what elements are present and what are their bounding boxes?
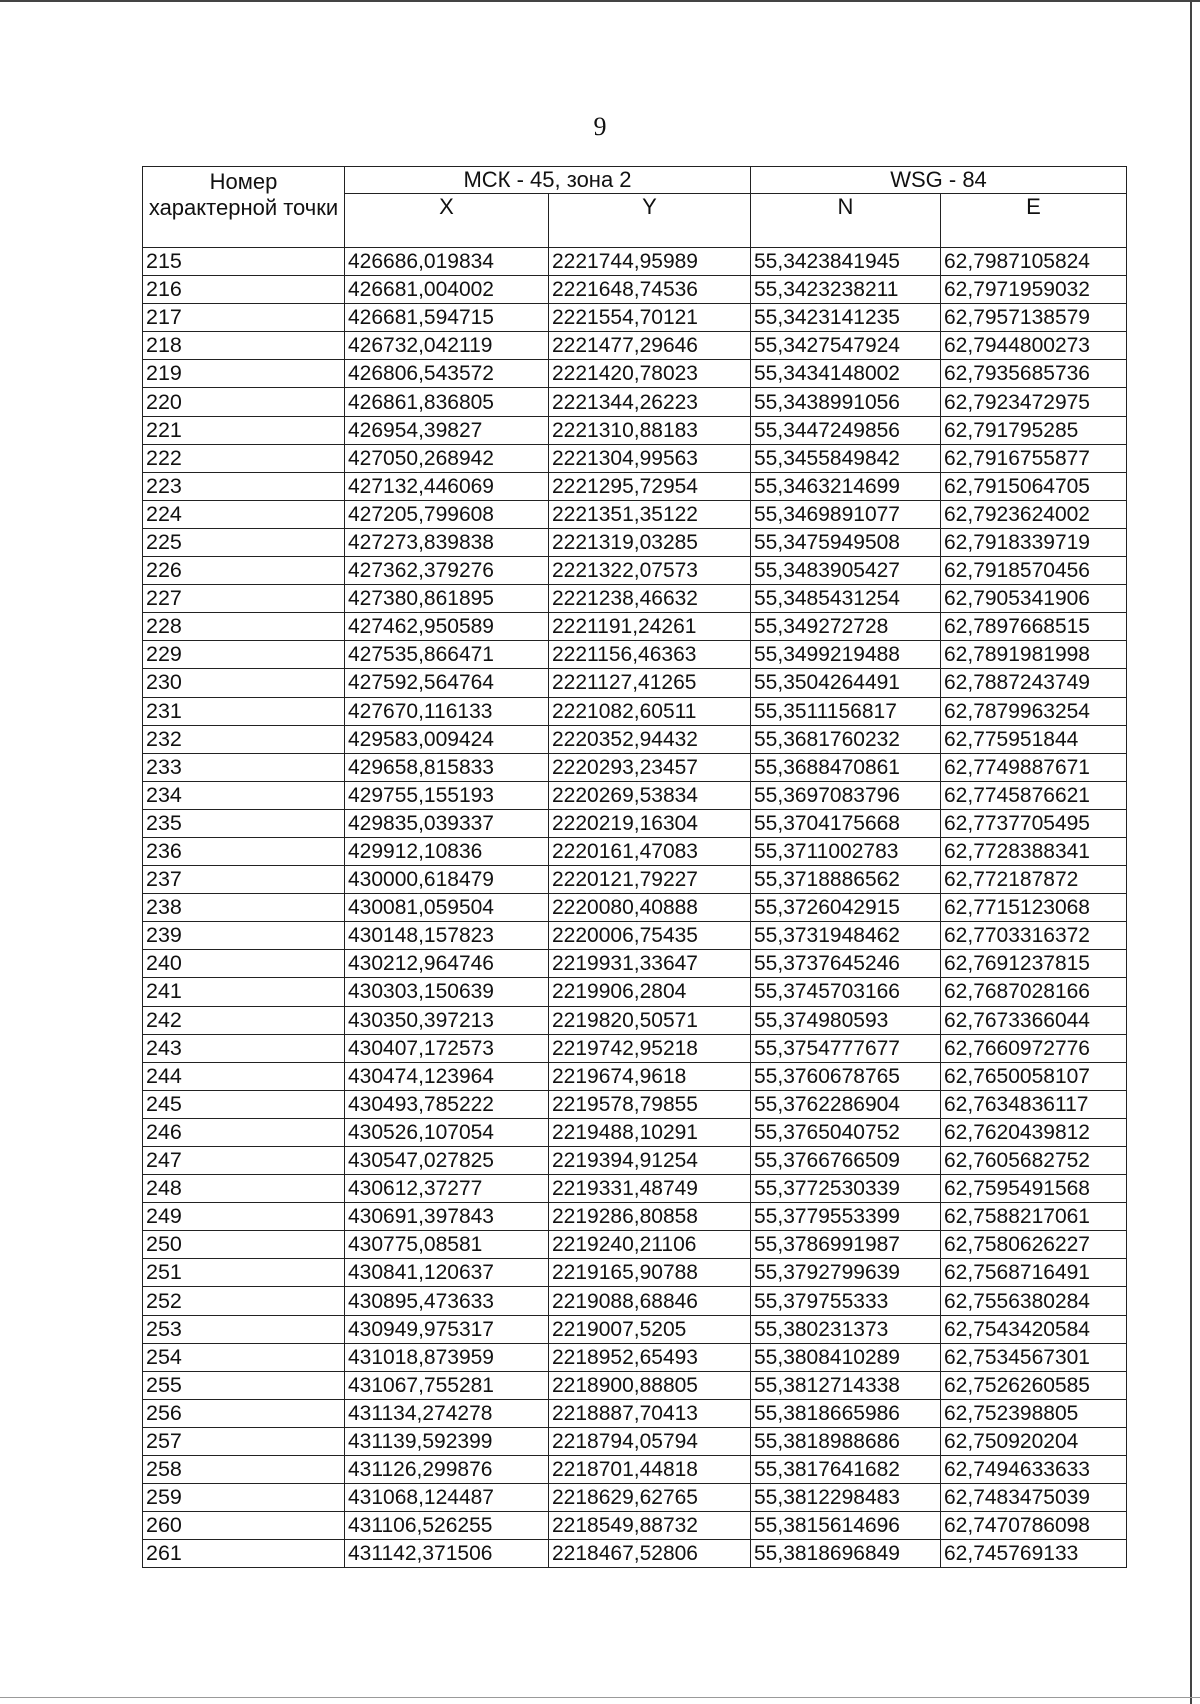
cell-y: 2219007,5205 [549,1315,751,1343]
cell-n: 55,3697083796 [751,781,941,809]
cell-y: 2221648,74536 [549,276,751,304]
cell-e: 62,7556380284 [941,1287,1127,1315]
table-row [143,613,1127,641]
table-row [143,641,1127,669]
cell-point-number: 249 [143,1203,345,1231]
cell-point-number: 232 [143,725,345,753]
cell-point-number: 215 [143,248,345,276]
cell-n: 55,3469891077 [751,500,941,528]
cell-e: 62,7634836117 [941,1090,1127,1118]
table-row [143,332,1127,360]
cell-point-number: 230 [143,669,345,697]
cell-point-number: 218 [143,332,345,360]
cell-e: 62,7891981998 [941,641,1127,669]
cell-n: 55,3817641682 [751,1456,941,1484]
cell-n: 55,3711002783 [751,837,941,865]
cell-e: 62,7897668515 [941,613,1127,641]
cell-e: 62,7673366044 [941,1006,1127,1034]
cell-e: 62,7923472975 [941,388,1127,416]
cell-n: 55,3808410289 [751,1343,941,1371]
table-row [143,837,1127,865]
cell-n: 55,3447249856 [751,416,941,444]
cell-n: 55,3731948462 [751,922,941,950]
cell-y: 2220219,16304 [549,809,751,837]
cell-n: 55,3818696849 [751,1540,941,1568]
cell-x: 431142,371506 [345,1540,549,1568]
cell-point-number: 226 [143,557,345,585]
table-row [143,1315,1127,1343]
cell-n: 55,3812298483 [751,1484,941,1512]
table-row [143,1118,1127,1146]
scan-bottom-edge [0,1697,1200,1698]
cell-point-number: 221 [143,416,345,444]
table-row [143,725,1127,753]
table-row [143,894,1127,922]
header-y: Y [549,194,751,248]
cell-x: 427050,268942 [345,444,549,472]
cell-y: 2219674,9618 [549,1062,751,1090]
cell-x: 430350,397213 [345,1006,549,1034]
cell-x: 430148,157823 [345,922,549,950]
cell-n: 55,3779553399 [751,1203,941,1231]
cell-e: 62,7745876621 [941,781,1127,809]
cell-point-number: 258 [143,1456,345,1484]
cell-e: 62,7971959032 [941,276,1127,304]
cell-point-number: 217 [143,304,345,332]
cell-y: 2219240,21106 [549,1231,751,1259]
cell-x: 430212,964746 [345,950,549,978]
cell-y: 2218887,70413 [549,1399,751,1427]
cell-x: 430547,027825 [345,1147,549,1175]
cell-e: 62,791795285 [941,416,1127,444]
cell-y: 2220080,40888 [549,894,751,922]
table-row [143,950,1127,978]
cell-y: 2219286,80858 [549,1203,751,1231]
cell-y: 2218549,88732 [549,1512,751,1540]
cell-point-number: 238 [143,894,345,922]
table-row [143,809,1127,837]
cell-e: 62,7534567301 [941,1343,1127,1371]
scan-right-edge [1190,0,1192,1704]
header-row-1 [143,167,1127,194]
cell-e: 62,7494633633 [941,1456,1127,1484]
cell-x: 429835,039337 [345,809,549,837]
cell-y: 2220269,53834 [549,781,751,809]
cell-e: 62,7944800273 [941,332,1127,360]
table-row [143,1259,1127,1287]
cell-point-number: 239 [143,922,345,950]
table-row [143,866,1127,894]
cell-point-number: 240 [143,950,345,978]
table-row [143,1343,1127,1371]
cell-x: 427205,799608 [345,500,549,528]
cell-e: 62,7691237815 [941,950,1127,978]
cell-n: 55,3762286904 [751,1090,941,1118]
cell-y: 2219331,48749 [549,1175,751,1203]
cell-x: 426806,543572 [345,360,549,388]
cell-x: 429583,009424 [345,725,549,753]
cell-point-number: 243 [143,1034,345,1062]
header-wsg: WSG - 84 [751,167,1127,194]
cell-x: 431126,299876 [345,1456,549,1484]
table-row [143,388,1127,416]
cell-point-number: 234 [143,781,345,809]
cell-y: 2221082,60511 [549,697,751,725]
cell-e: 62,750920204 [941,1427,1127,1455]
cell-x: 431106,526255 [345,1512,549,1540]
table-row [143,444,1127,472]
cell-e: 62,7543420584 [941,1315,1127,1343]
cell-n: 55,349272728 [751,613,941,641]
cell-x: 426681,004002 [345,276,549,304]
cell-y: 2221238,46632 [549,585,751,613]
cell-n: 55,3772530339 [751,1175,941,1203]
cell-y: 2218900,88805 [549,1371,751,1399]
table-row [143,585,1127,613]
cell-y: 2219088,68846 [549,1287,751,1315]
cell-point-number: 231 [143,697,345,725]
cell-y: 2221744,95989 [549,248,751,276]
cell-n: 55,3792799639 [751,1259,941,1287]
table-row [143,1006,1127,1034]
cell-point-number: 227 [143,585,345,613]
cell-point-number: 247 [143,1147,345,1175]
table-row [143,304,1127,332]
cell-point-number: 260 [143,1512,345,1540]
table-row [143,1484,1127,1512]
cell-n: 55,3511156817 [751,697,941,725]
cell-y: 2219931,33647 [549,950,751,978]
cell-n: 55,3745703166 [751,978,941,1006]
cell-point-number: 241 [143,978,345,1006]
cell-point-number: 255 [143,1371,345,1399]
cell-n: 55,3438991056 [751,388,941,416]
cell-e: 62,775951844 [941,725,1127,753]
cell-point-number: 236 [143,837,345,865]
table-row [143,500,1127,528]
cell-n: 55,3754777677 [751,1034,941,1062]
cell-e: 62,7923624002 [941,500,1127,528]
cell-e: 62,7918570456 [941,557,1127,585]
cell-e: 62,7916755877 [941,444,1127,472]
cell-point-number: 256 [143,1399,345,1427]
cell-n: 55,380231373 [751,1315,941,1343]
table-row [143,1034,1127,1062]
cell-y: 2219906,2804 [549,978,751,1006]
cell-point-number: 224 [143,500,345,528]
cell-y: 2220352,94432 [549,725,751,753]
cell-point-number: 225 [143,528,345,556]
cell-y: 2219165,90788 [549,1259,751,1287]
cell-x: 430895,473633 [345,1287,549,1315]
cell-y: 2218701,44818 [549,1456,751,1484]
header-n: N [751,194,941,248]
coordinates-table [142,166,1127,1568]
cell-e: 62,7728388341 [941,837,1127,865]
cell-y: 2220161,47083 [549,837,751,865]
cell-x: 427462,950589 [345,613,549,641]
header-point-number [143,167,345,248]
cell-e: 62,772187872 [941,866,1127,894]
cell-n: 55,3818665986 [751,1399,941,1427]
cell-point-number: 257 [143,1427,345,1455]
cell-e: 62,7605682752 [941,1147,1127,1175]
cell-y: 2220121,79227 [549,866,751,894]
cell-e: 62,745769133 [941,1540,1127,1568]
cell-n: 55,374980593 [751,1006,941,1034]
cell-x: 431134,274278 [345,1399,549,1427]
cell-n: 55,3737645246 [751,950,941,978]
cell-x: 430691,397843 [345,1203,549,1231]
cell-n: 55,3504264491 [751,669,941,697]
table-row [143,416,1127,444]
cell-x: 426732,042119 [345,332,549,360]
cell-y: 2220293,23457 [549,753,751,781]
cell-point-number: 235 [143,809,345,837]
table-row [143,248,1127,276]
cell-x: 430000,618479 [345,866,549,894]
cell-y: 2218629,62765 [549,1484,751,1512]
cell-point-number: 216 [143,276,345,304]
header-point-number-label: Номер характерной точки [148,169,339,220]
cell-x: 427670,116133 [345,697,549,725]
cell-n: 55,3726042915 [751,894,941,922]
cell-n: 55,3766766509 [751,1147,941,1175]
table-row [143,360,1127,388]
cell-y: 2221156,46363 [549,641,751,669]
cell-point-number: 220 [143,388,345,416]
cell-y: 2221351,35122 [549,500,751,528]
cell-point-number: 253 [143,1315,345,1343]
table-row [143,1090,1127,1118]
cell-n: 55,3423841945 [751,248,941,276]
table-row [143,1231,1127,1259]
table-row [143,1427,1127,1455]
cell-y: 2218467,52806 [549,1540,751,1568]
cell-point-number: 245 [143,1090,345,1118]
cell-point-number: 223 [143,472,345,500]
cell-x: 430474,123964 [345,1062,549,1090]
cell-n: 55,3499219488 [751,641,941,669]
cell-y: 2221554,70121 [549,304,751,332]
table-row [143,1512,1127,1540]
cell-y: 2221322,07573 [549,557,751,585]
table-row [143,557,1127,585]
cell-e: 62,7595491568 [941,1175,1127,1203]
cell-x: 430081,059504 [345,894,549,922]
table-row [143,1203,1127,1231]
cell-x: 427535,866471 [345,641,549,669]
table-row [143,1540,1127,1568]
cell-n: 55,3463214699 [751,472,941,500]
cell-e: 62,7620439812 [941,1118,1127,1146]
cell-e: 62,7580626227 [941,1231,1127,1259]
cell-x: 430841,120637 [345,1259,549,1287]
cell-x: 429658,815833 [345,753,549,781]
cell-y: 2221319,03285 [549,528,751,556]
page-number: 9 [593,112,607,141]
cell-e: 62,7483475039 [941,1484,1127,1512]
cell-n: 55,3812714338 [751,1371,941,1399]
cell-point-number: 219 [143,360,345,388]
cell-x: 430407,172573 [345,1034,549,1062]
cell-n: 55,3423238211 [751,276,941,304]
table-row [143,1399,1127,1427]
cell-n: 55,3815614696 [751,1512,941,1540]
cell-x: 431067,755281 [345,1371,549,1399]
table-row [143,1371,1127,1399]
cell-y: 2221477,29646 [549,332,751,360]
cell-e: 62,7687028166 [941,978,1127,1006]
cell-e: 62,7660972776 [941,1034,1127,1062]
table-row [143,978,1127,1006]
cell-n: 55,3765040752 [751,1118,941,1146]
table-row [143,922,1127,950]
cell-point-number: 254 [143,1343,345,1371]
table-row [143,472,1127,500]
cell-n: 55,3704175668 [751,809,941,837]
cell-e: 62,7887243749 [941,669,1127,697]
cell-n: 55,3475949508 [751,528,941,556]
table-row [143,697,1127,725]
cell-y: 2219578,79855 [549,1090,751,1118]
cell-e: 62,7987105824 [941,248,1127,276]
cell-point-number: 250 [143,1231,345,1259]
cell-n: 55,3760678765 [751,1062,941,1090]
cell-y: 2221420,78023 [549,360,751,388]
cell-x: 427592,564764 [345,669,549,697]
cell-point-number: 244 [143,1062,345,1090]
cell-e: 62,7526260585 [941,1371,1127,1399]
cell-point-number: 248 [143,1175,345,1203]
cell-n: 55,3818988686 [751,1427,941,1455]
table-row [143,753,1127,781]
cell-n: 55,3681760232 [751,725,941,753]
cell-e: 62,7935685736 [941,360,1127,388]
cell-y: 2221295,72954 [549,472,751,500]
cell-y: 2219394,91254 [549,1147,751,1175]
table-row [143,669,1127,697]
header-x: X [345,194,549,248]
cell-y: 2219488,10291 [549,1118,751,1146]
cell-y: 2221310,88183 [549,416,751,444]
cell-point-number: 222 [143,444,345,472]
table-row [143,1062,1127,1090]
cell-e: 62,7715123068 [941,894,1127,922]
header-e: E [941,194,1127,248]
cell-x: 431018,873959 [345,1343,549,1371]
cell-point-number: 237 [143,866,345,894]
cell-x: 427380,861895 [345,585,549,613]
table-row [143,1456,1127,1484]
cell-point-number: 259 [143,1484,345,1512]
cell-n: 55,3688470861 [751,753,941,781]
table-row [143,1287,1127,1315]
cell-x: 430493,785222 [345,1090,549,1118]
cell-e: 62,7568716491 [941,1259,1127,1287]
cell-e: 62,7918339719 [941,528,1127,556]
cell-n: 55,3485431254 [751,585,941,613]
cell-n: 55,3434148002 [751,360,941,388]
cell-point-number: 242 [143,1006,345,1034]
cell-y: 2221344,26223 [549,388,751,416]
cell-e: 62,7957138579 [941,304,1127,332]
cell-point-number: 246 [143,1118,345,1146]
cell-e: 62,7588217061 [941,1203,1127,1231]
cell-x: 431068,124487 [345,1484,549,1512]
cell-x: 426861,836805 [345,388,549,416]
cell-e: 62,7737705495 [941,809,1127,837]
cell-x: 426681,594715 [345,304,549,332]
cell-x: 426686,019834 [345,248,549,276]
cell-point-number: 228 [143,613,345,641]
cell-n: 55,3718886562 [751,866,941,894]
cell-x: 427273,839838 [345,528,549,556]
cell-n: 55,3455849842 [751,444,941,472]
table-row [143,1147,1127,1175]
cell-x: 431139,592399 [345,1427,549,1455]
cell-y: 2218952,65493 [549,1343,751,1371]
cell-x: 430303,150639 [345,978,549,1006]
cell-x: 426954,39827 [345,416,549,444]
cell-y: 2221191,24261 [549,613,751,641]
table-row [143,1175,1127,1203]
cell-y: 2218794,05794 [549,1427,751,1455]
cell-x: 427132,446069 [345,472,549,500]
table-row [143,781,1127,809]
cell-x: 429912,10836 [345,837,549,865]
cell-n: 55,3423141235 [751,304,941,332]
table-row [143,276,1127,304]
cell-y: 2219820,50571 [549,1006,751,1034]
cell-x: 430949,975317 [345,1315,549,1343]
table-body [143,248,1127,1568]
header-msk: МСК - 45, зона 2 [345,167,751,194]
cell-y: 2221304,99563 [549,444,751,472]
cell-y: 2219742,95218 [549,1034,751,1062]
cell-point-number: 252 [143,1287,345,1315]
cell-e: 62,7749887671 [941,753,1127,781]
cell-e: 62,7905341906 [941,585,1127,613]
cell-x: 430775,08581 [345,1231,549,1259]
cell-e: 62,7915064705 [941,472,1127,500]
cell-e: 62,7879963254 [941,697,1127,725]
cell-e: 62,7703316372 [941,922,1127,950]
cell-e: 62,7650058107 [941,1062,1127,1090]
cell-e: 62,752398805 [941,1399,1127,1427]
cell-n: 55,3427547924 [751,332,941,360]
cell-y: 2221127,41265 [549,669,751,697]
cell-x: 430526,107054 [345,1118,549,1146]
cell-x: 430612,37277 [345,1175,549,1203]
scan-top-edge [0,0,1200,2]
cell-n: 55,3483905427 [751,557,941,585]
cell-x: 427362,379276 [345,557,549,585]
cell-e: 62,7470786098 [941,1512,1127,1540]
cell-point-number: 251 [143,1259,345,1287]
cell-point-number: 261 [143,1540,345,1568]
cell-point-number: 229 [143,641,345,669]
cell-point-number: 233 [143,753,345,781]
cell-x: 429755,155193 [345,781,549,809]
cell-n: 55,379755333 [751,1287,941,1315]
cell-y: 2220006,75435 [549,922,751,950]
table-row [143,528,1127,556]
cell-n: 55,3786991987 [751,1231,941,1259]
